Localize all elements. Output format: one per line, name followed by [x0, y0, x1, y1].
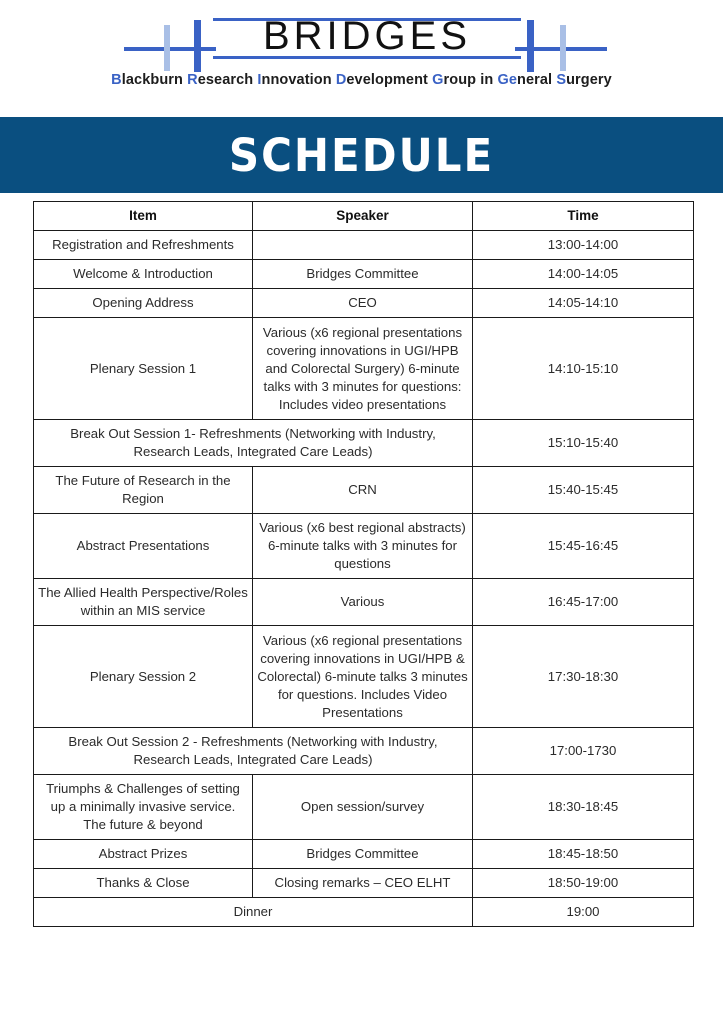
subtitle-text: neral	[517, 72, 557, 88]
subtitle-text: roup in	[443, 72, 498, 88]
subtitle-initial: I	[257, 72, 262, 88]
subtitle-initial: B	[111, 72, 122, 88]
table-row	[34, 231, 694, 260]
item-cell: Abstract Presentations	[34, 514, 253, 579]
speaker-cell: Bridges Committee	[253, 840, 473, 869]
logo-subtitle	[0, 72, 723, 88]
table-row	[34, 260, 694, 289]
time-cell: 13:00-14:00	[473, 231, 694, 260]
schedule-body	[34, 231, 694, 927]
schedule-banner	[0, 117, 723, 193]
time-cell: 16:45-17:00	[473, 579, 694, 626]
subtitle-initial: G	[432, 72, 444, 88]
table-row	[34, 467, 694, 514]
subtitle-text: esearch	[197, 72, 258, 88]
header-speaker: Speaker	[253, 202, 473, 231]
merged-item-cell: Break Out Session 1- Refreshments (Networking with Industry, Research Leads, Integrated Care Leads)	[34, 420, 473, 467]
time-cell: 15:40-15:45	[473, 467, 694, 514]
merged-item-cell: Break Out Session 2 - Refreshments (Networking with Industry, Research Leads, Integrated Care Leads)	[34, 728, 473, 775]
item-cell: Triumphs & Challenges of setting up a minimally invasive service. The future & beyond	[34, 775, 253, 840]
time-cell: 17:30-18:30	[473, 626, 694, 728]
subtitle-initial: R	[187, 72, 198, 88]
speaker-cell: Closing remarks – CEO ELHT	[253, 869, 473, 898]
time-cell: 18:30-18:45	[473, 775, 694, 840]
item-cell: Plenary Session 2	[34, 626, 253, 728]
subtitle-text: evelopment	[346, 72, 433, 88]
time-cell: 18:45-18:50	[473, 840, 694, 869]
time-cell: 14:05-14:10	[473, 289, 694, 318]
item-cell: Welcome & Introduction	[34, 260, 253, 289]
bridges-logo	[0, 0, 723, 116]
table-row	[34, 289, 694, 318]
speaker-cell: Various (x6 regional presentations covering innovations in UGI/HPB & Colorectal) 6-minute talks 3 minutes for questions. Includes Video Presentations	[253, 626, 473, 728]
subtitle-text: urgery	[566, 72, 612, 88]
subtitle-text: lackburn	[121, 72, 188, 88]
speaker-cell	[253, 231, 473, 260]
table-row	[34, 318, 694, 420]
time-cell: 18:50-19:00	[473, 869, 694, 898]
item-cell: The Allied Health Perspective/Roles within an MIS service	[34, 579, 253, 626]
speaker-cell: CRN	[253, 467, 473, 514]
time-cell: 14:00-14:05	[473, 260, 694, 289]
table-row	[34, 420, 694, 467]
speaker-cell: Various (x6 regional presentations covering innovations in UGI/HPB and Colorectal Surgery) 6-minute talks with 3 minutes for questions: Includes video presentations	[253, 318, 473, 420]
time-cell: 15:10-15:40	[473, 420, 694, 467]
table-row	[34, 728, 694, 775]
speaker-cell: Various (x6 best regional abstracts) 6-minute talks with 3 minutes for questions	[253, 514, 473, 579]
header-time: Time	[473, 202, 694, 231]
table-row	[34, 869, 694, 898]
time-cell: 19:00	[473, 898, 694, 927]
subtitle-text: nnovation	[261, 72, 336, 88]
speaker-cell: Various	[253, 579, 473, 626]
merged-item-cell: Dinner	[34, 898, 473, 927]
page-title: SCHEDULE	[228, 128, 495, 182]
item-cell: Abstract Prizes	[34, 840, 253, 869]
schedule-table	[33, 201, 694, 927]
table-row	[34, 840, 694, 869]
time-cell: 15:45-16:45	[473, 514, 694, 579]
table-row	[34, 626, 694, 728]
item-cell: The Future of Research in the Region	[34, 467, 253, 514]
subtitle-initial: S	[556, 72, 567, 88]
subtitle-initial: Ge	[497, 72, 518, 88]
time-cell: 17:00-1730	[473, 728, 694, 775]
table-header-row	[34, 202, 694, 231]
table-row	[34, 775, 694, 840]
speaker-cell: CEO	[253, 289, 473, 318]
table-row	[34, 898, 694, 927]
speaker-cell: Bridges Committee	[253, 260, 473, 289]
table-row	[34, 579, 694, 626]
speaker-cell: Open session/survey	[253, 775, 473, 840]
subtitle-initial: D	[335, 72, 347, 88]
item-cell: Plenary Session 1	[34, 318, 253, 420]
table-row	[34, 514, 694, 579]
time-cell: 14:10-15:10	[473, 318, 694, 420]
header-item: Item	[34, 202, 253, 231]
item-cell: Registration and Refreshments	[34, 231, 253, 260]
item-cell: Opening Address	[34, 289, 253, 318]
logo-title: BRIDGES	[262, 14, 472, 58]
item-cell: Thanks & Close	[34, 869, 253, 898]
